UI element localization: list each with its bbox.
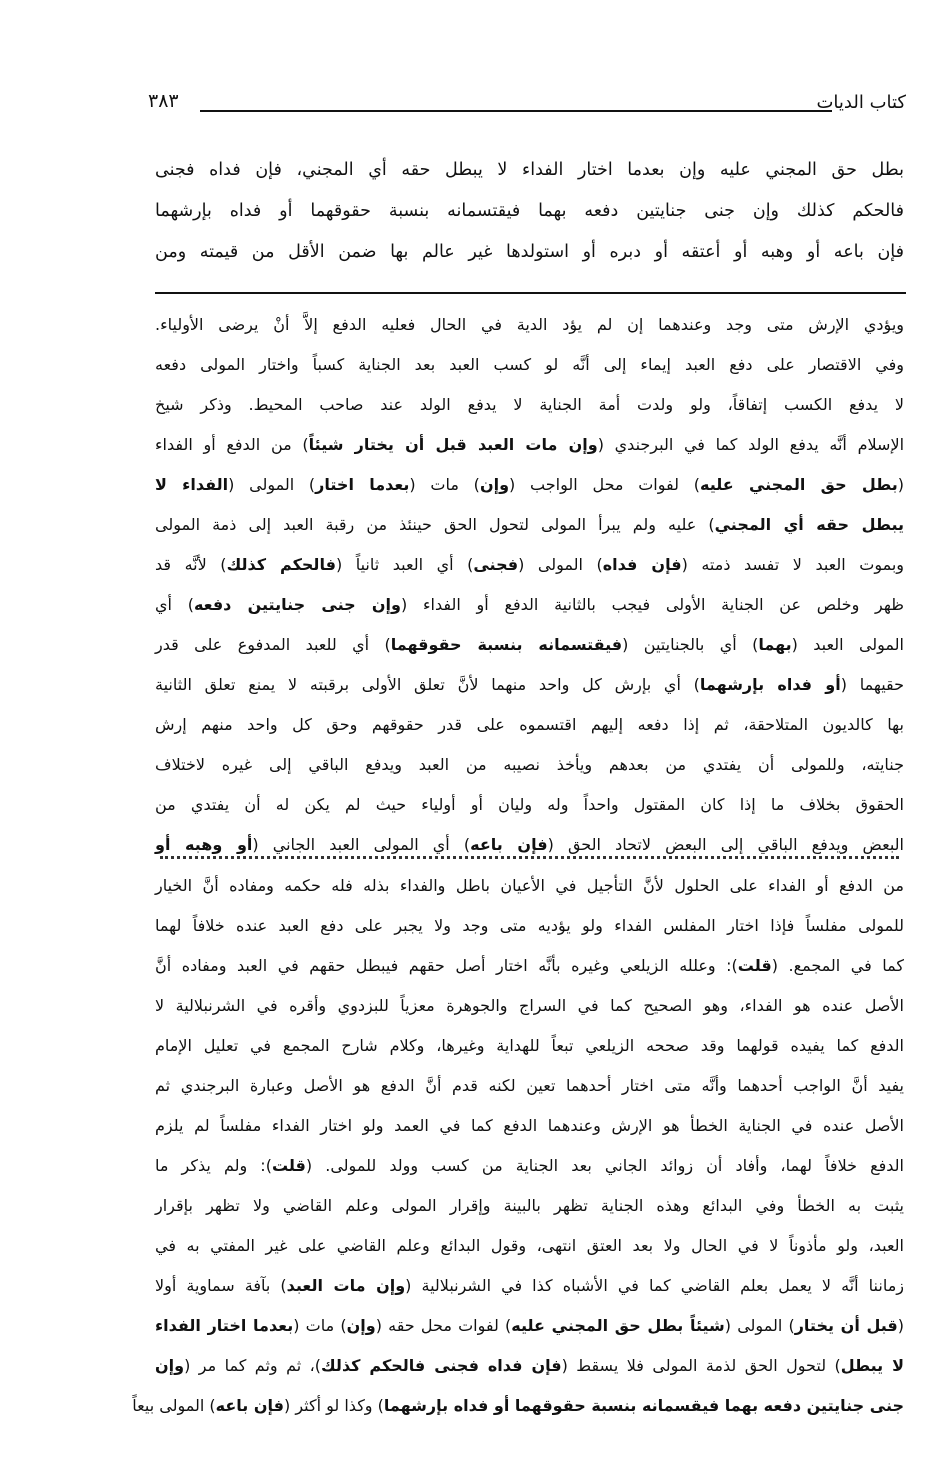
text-segment: العبد، ولو مأذوناً لا في الحال ولا بعد العتق انتهى، وقول البدائع وعلم القاضي على غير المفتي به في: [155, 1236, 904, 1255]
footnote-divider: [160, 856, 899, 859]
text-segment: بطل حق المجني عليه وإن بعدما اختار الفداء لا يبطل حقه أي المجني، فإن فداه فجنى: [155, 160, 904, 180]
text-segment: ): وعلله الزيلعي وغيره بأنَّه اختار أصل حقهم فيبطل حقهم في العبد ومفاده أنَّ: [155, 956, 738, 975]
text-line: [155, 1066, 904, 1106]
bold-matn-segment: أو وهبه أو: [155, 835, 253, 854]
text-segment: ) بآفة سماوية أولا: [155, 1276, 287, 1295]
bold-matn-segment: شيئاً بطل حق المجني عليه: [511, 1316, 725, 1335]
text-segment: الأصل عنده في الجناية الخطأ هو الإرش وعندهما الدفع كما في العمد ولو اختار الفداء مفلساً لم يلزم: [155, 1116, 904, 1135]
bold-matn-segment: قبل أن يختار: [794, 1316, 898, 1335]
text-line: [155, 425, 904, 465]
text-segment: ) المولى (: [228, 475, 316, 494]
text-line: [155, 825, 904, 865]
text-segment: حقيهما (: [840, 675, 905, 694]
text-segment: ) لتحول الحق لذمة المولى فلا يسقط (: [561, 1356, 841, 1375]
bold-matn-segment: أو فداه بإرشهما: [699, 675, 841, 694]
text-line: [155, 150, 904, 191]
text-segment: ) المولى (: [724, 1316, 795, 1335]
text-line: [155, 1106, 904, 1146]
bold-matn-segment: فإن فداه: [602, 555, 682, 574]
text-segment: البعض ويدفع الباقي إلى البعض لاتحاد الحق (: [547, 835, 904, 854]
bold-matn-segment: وإن: [346, 1316, 376, 1335]
book-title: كتاب الديات: [816, 92, 906, 113]
bold-matn-segment: فإن باعه: [470, 835, 548, 854]
text-segment: فالحكم كذلك وإن جنى جنايتين دفعه بهما فيقتسمانه بنسبة حقوقهما أو فداه بإرشهما: [155, 201, 904, 221]
text-segment: وفي الاقتصار على دفع العبد إيماء إلى أنَّه لو كسب العبد بعد الجناية كسباً واختار المولى دفعه: [155, 355, 904, 374]
footnote-text: [132, 866, 905, 1426]
text-segment: الدفع كما يفيده قولهما وقد صححه الزيلعي تبعاً للهداية وغيرها، وكلام شارح المجمع في تعليل الإمام: [155, 1036, 904, 1055]
bold-matn-segment: يبطل حقه أي المجني: [714, 515, 905, 534]
text-segment: فإن باعه أو وهبه أو أعتقه أو دبره أو استولدها غير عالم بها ضمن الأقل من قيمته ومن: [155, 242, 904, 262]
text-line: [155, 1266, 904, 1306]
text-segment: ) مات (: [409, 475, 480, 494]
bold-matn-segment: وإن: [155, 1356, 185, 1375]
bold-matn-segment: بهما: [758, 635, 792, 654]
section-divider: [155, 292, 906, 294]
text-line: [155, 785, 904, 825]
text-segment: ) أي المولى العبد الجاني (: [252, 835, 471, 854]
text-line: [155, 665, 904, 705]
bold-matn-segment: بطل حق المجني عليه: [700, 475, 898, 494]
text-segment: ) أي بإرش كل واحد منهما لأنَّ تعلق الأولى برقبته لا يمنع تعلق الثانية: [155, 675, 700, 694]
text-line: [155, 1146, 904, 1186]
text-segment: الدفع خلافاً لهما، وأفاد أن زوائد الجاني بعد الجناية من كسب وولد للمولى. (: [305, 1156, 904, 1175]
text-line: [155, 545, 904, 585]
text-line: [155, 465, 904, 505]
text-segment: يفيد أنَّ الواجب أحدهما وأنَّه متى اختار أحدهما تعين لكنه قدم أنَّ الدفع هو الأصل وعبارة البرجندي ثم: [155, 1076, 904, 1095]
text-segment: الأصل عنده هو الفداء، وهو الصحيح كما في السراج والجوهرة معزياً للبزدوي وأقره في الشرنبلالية لا: [155, 996, 904, 1015]
bold-matn-segment: الفداء لا: [155, 475, 229, 494]
text-segment: لا يدفع الكسب إتفاقاً، ولو ولدت أمة الجناية لا يدفع الولد عند صاحب المحيط. وذكر شيخ: [155, 395, 904, 414]
text-line: [155, 745, 904, 785]
bold-matn-segment: وإن: [479, 475, 510, 494]
text-line: [155, 1346, 904, 1386]
bold-matn-segment: قلت: [737, 956, 772, 975]
text-segment: (: [897, 475, 905, 494]
bold-matn-segment: فإن باعه: [215, 1396, 284, 1415]
text-line: [155, 1186, 904, 1226]
text-line: [155, 986, 904, 1026]
bold-matn-segment: جنى جنايتين دفعه بهما فيقسمانه بنسبة حقوقهما أو فداه بإرشهما: [383, 1396, 904, 1415]
text-segment: (: [897, 1316, 905, 1335]
text-line: [155, 1306, 904, 1346]
text-segment: ) أي للعبد المدفوع على قدر: [155, 635, 391, 654]
text-segment: ): ولم يذكر ما: [155, 1156, 272, 1175]
text-segment: ) عليه ولم يبرأ المولى لتحول الحق حينئذ من رقبة العبد إلى ذمة المولى: [155, 515, 715, 534]
bold-matn-segment: بعدما اختار: [315, 475, 410, 494]
text-segment: ) لأنَّه قد: [155, 555, 227, 574]
bold-matn-segment: وإن مات العبد قبل أن يختار شيئاً: [308, 435, 598, 454]
text-segment: ) مات (: [293, 1316, 347, 1335]
text-segment: الحقوق بخلاف ما إذا كان المقتول واحداً وله وليان أو أولياء حيث لم يكن له أن يفتدي من: [155, 795, 904, 814]
bold-matn-segment: قلت: [271, 1156, 306, 1175]
text-segment: كما في المجمع. (: [771, 956, 904, 975]
text-segment: ) لفوات محل الواجب (: [509, 475, 700, 494]
text-segment: ) لفوات محل حقه (: [375, 1316, 512, 1335]
text-segment: ) من الدفع أو الفداء: [155, 435, 309, 454]
text-segment: يثبت به الخطأ وفي البدائع وهذه الجناية تظهر بالبينة وإقرار المولى وعلم القاضي ولا تظهر بإقرار: [155, 1196, 904, 1215]
text-line: [155, 232, 904, 273]
text-segment: الإسلام أنَّه يدفع الولد كما في البرجندي (: [597, 435, 905, 454]
text-line: [155, 625, 904, 665]
bold-matn-segment: لا يبطل: [840, 1356, 905, 1375]
text-segment: ظهر وخلص عن الجناية الأولى فيجب بالثانية الدفع أو الفداء (: [401, 595, 904, 614]
text-segment: من الدفع أو الفداء على الحلول لأنَّ التأجيل في الأعيان باطل والفداء بذله فله حكمه ومفاده أنَّ الخيار: [155, 876, 904, 895]
bold-matn-segment: بعدما اختار الفداء: [155, 1316, 294, 1335]
bold-matn-segment: فيقتسمانه بنسبة حقوقهما: [390, 635, 623, 654]
text-segment: زماننا أنَّه لا يعمل بعلم القاضي كما في الأشباه كذا في الشرنبلالية (: [405, 1276, 904, 1295]
text-line: [155, 946, 904, 986]
text-segment: )، ثم وثم كما مر (: [184, 1356, 322, 1375]
bold-matn-segment: وإن جنى جنايتين دفعه: [193, 595, 401, 614]
bold-matn-segment: فالحكم كذلك: [226, 555, 336, 574]
text-segment: ويؤدي الإرش متى وجد وعندهما إن لم يؤد الدية في الحال فعليه الدفع إلاَّ أنْ يرضى الأولياء.: [155, 315, 904, 334]
text-line: [155, 305, 904, 345]
text-segment: للمولى مفلساً فإذا اختار المفلس الفداء ولو يؤديه متى وجد ولا يجبر على دفع العبد عنده خلافاً لهما: [155, 916, 904, 935]
text-line: [155, 1226, 904, 1266]
text-line: [155, 345, 904, 385]
text-segment: ) أي العبد ثانياً (: [335, 555, 474, 574]
text-line: [155, 585, 904, 625]
text-segment: ) أي: [155, 595, 194, 614]
text-line: [155, 1026, 904, 1066]
bold-matn-segment: فجنى: [473, 555, 519, 574]
bold-matn-segment: وإن مات العبد: [286, 1276, 406, 1295]
text-segment: بها كالديون المتلاحقة، ثم إذا دفعه إليهم اقتسموه على قدر حقوقهم وحق كل واحد منهم إرش: [155, 715, 904, 734]
text-line: [155, 505, 904, 545]
text-segment: ) المولى (: [518, 555, 603, 574]
text-line: [132, 1386, 904, 1426]
text-line: [155, 385, 904, 425]
header-rule: [200, 110, 832, 112]
text-segment: ) المولى بيعاً: [132, 1396, 216, 1415]
text-segment: ) أي بالجنايتين (: [622, 635, 759, 654]
text-line: [155, 191, 904, 232]
text-segment: جنايته، وللمولى أن يفتدي من بعدهم ويأخذ نصيبه من العبد ويدفع الباقي إلى غيره لاختلاف: [155, 755, 904, 774]
text-line: [155, 866, 904, 906]
main-text: [155, 150, 904, 273]
text-line: [155, 705, 904, 745]
text-segment: المولى العبد (: [791, 635, 904, 654]
bold-matn-segment: فإن فداه فجنى فالحكم كذلك: [321, 1356, 562, 1375]
text-segment: ) وكذا لو أكثر (: [283, 1396, 384, 1415]
page-number: ٣٨٣: [148, 90, 179, 112]
commentary-text: [155, 305, 904, 865]
text-line: [155, 906, 904, 946]
text-segment: وبموت العبد لا تفسد ذمته (: [681, 555, 905, 574]
